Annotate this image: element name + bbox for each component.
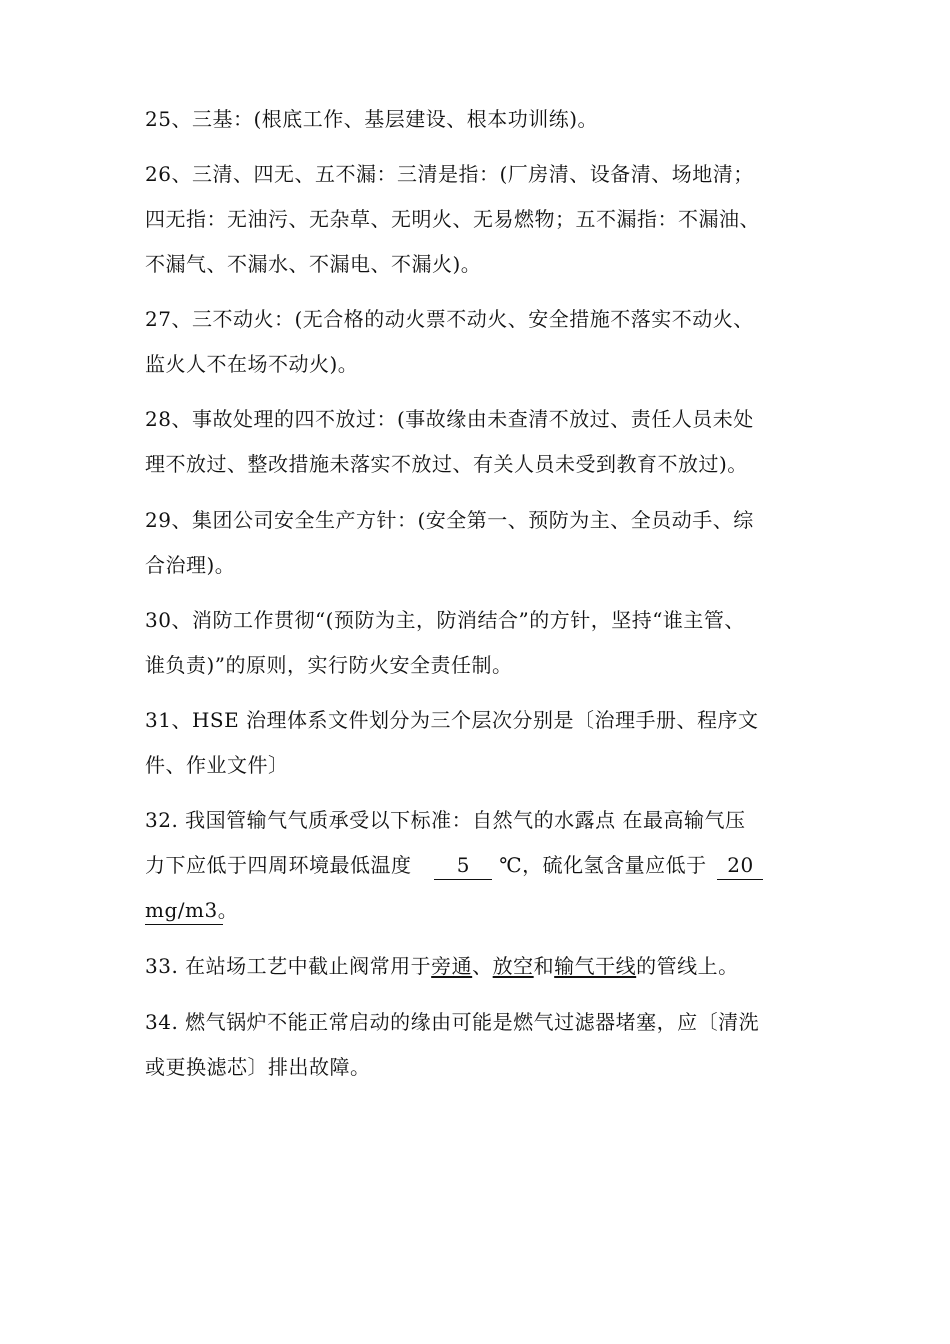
- item-32-line-1: 32. 我国管输气气质承受以下标准：自然气的水露点 在最高输气压: [145, 808, 746, 832]
- item-34: [145, 1000, 815, 1090]
- item-25: [145, 97, 815, 142]
- item-30-line-2: 谁负责)”的原则，实行防火安全责任制。: [145, 653, 513, 677]
- item-33-prefix: 33. 在站场工艺中截止阀常用于: [145, 954, 432, 978]
- item-29-line-1: 29、集团公司安全生产方针：(安全第一、预防为主、全员动手、综: [145, 508, 754, 532]
- item-34-line-2: 或更换滤芯〕排出故障。: [145, 1055, 371, 1079]
- item-27: [145, 297, 815, 387]
- item-33-mid: 和: [533, 954, 555, 978]
- h2s-blank: 20: [717, 851, 763, 880]
- item-28-line-2: 理不放过、整改措施未落实不放过、有关人员未受到教育不放过)。: [145, 452, 748, 476]
- item-26-line-3: 不漏气、不漏水、不漏电、不漏火)。: [145, 252, 482, 276]
- item-31: [145, 698, 815, 788]
- item-26-line-2: 四无指：无油污、无杂草、无明火、无易燃物；五不漏指：不漏油、: [145, 207, 760, 231]
- item-31-line-2: 件、作业文件〕: [145, 753, 289, 777]
- item-26: [145, 152, 815, 287]
- item-27-line-1: 27、三不动火：(无合格的动火票不动火、安全措施不落实不动火、: [145, 307, 754, 331]
- item-32-line-3: [145, 888, 815, 933]
- answer-vent: 放空: [492, 954, 534, 978]
- item-33-suffix: 的管线上。: [636, 954, 739, 978]
- item-28: [145, 397, 815, 487]
- unit-blank: mg/m3。: [145, 896, 223, 925]
- item-28-line-1: 28、事故处理的四不放过：(事故缘由未查清不放过、责任人员未处: [145, 407, 754, 431]
- item-33: [145, 944, 815, 989]
- item-29: [145, 498, 815, 588]
- answer-bypass: 旁通: [431, 954, 473, 978]
- item-32-text-a: 力下应低于四周环境最低温度: [145, 853, 412, 877]
- item-30-line-1: 30、消防工作贯彻“(预防为主，防消结合”的方针，坚持“谁主管、: [145, 608, 745, 632]
- temperature-blank: 5: [434, 851, 492, 880]
- answer-trunk-line: 输气干线: [554, 954, 637, 978]
- item-33-line-1: [145, 944, 815, 989]
- item-30: [145, 598, 815, 688]
- item-31-line-1: 31、HSE 治理体系文件划分为三个层次分别是〔治理手册、程序文: [145, 708, 759, 732]
- item-25-line-1: 25、三基：(根底工作、基层建设、根本功训练)。: [145, 107, 599, 131]
- item-34-line-1: 34. 燃气锅炉不能正常启动的缘由可能是燃气过滤器堵塞，应〔清洗: [145, 1010, 760, 1034]
- item-32: [145, 798, 815, 933]
- item-32-text-b: ℃，硫化氢含量应低于: [499, 853, 707, 877]
- item-32-line-2: [145, 843, 815, 888]
- item-26-line-1: 26、三清、四无、五不漏：三清是指：(厂房清、设备清、场地清；: [145, 162, 754, 186]
- item-27-line-2: 监火人不在场不动火)。: [145, 352, 359, 376]
- item-29-line-2: 合治理)。: [145, 553, 236, 577]
- item-33-sep: 、: [472, 954, 493, 978]
